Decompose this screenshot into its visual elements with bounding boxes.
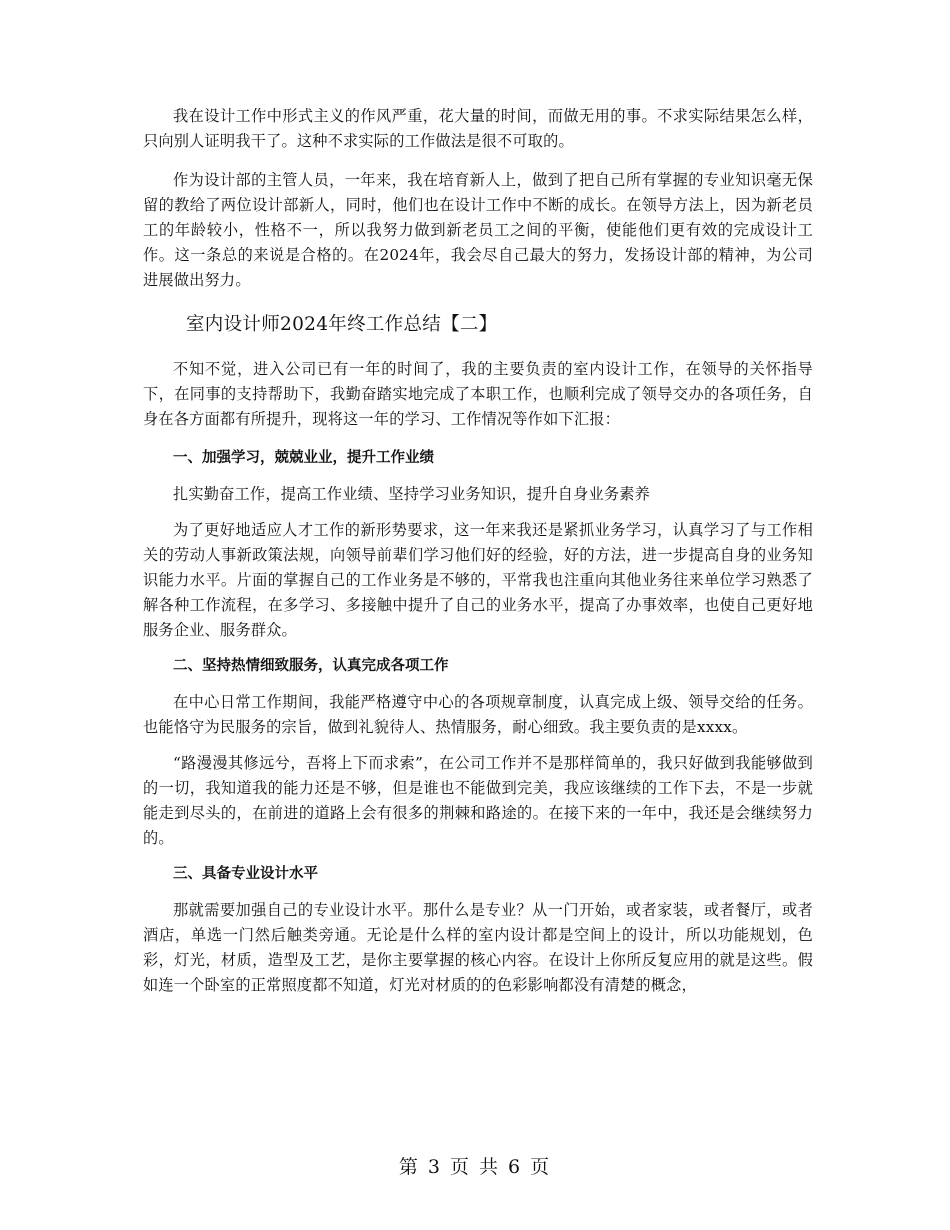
document-body	[143, 104, 813, 998]
paragraph-opening: 不知不觉，进入公司已有一年的时间了，我的主要负责的室内设计工作，在领导的关怀指导下，在同事的支持帮助下，我勤奋踏实地完成了本职工作，也顺利完成了领导交办的各项任务，自身在各方面都有所提升，现将这一年的学习、工作情况等作如下汇报：	[143, 360, 813, 428]
page-number-footer: 第 3 页 共 6 页	[398, 1156, 552, 1178]
paragraph-2a: 在中心日常工作期间，我能严格遵守中心的各项规章制度，认真完成上级、领导交给的任务。也能恪守为民服务的宗旨，做到礼貌待人、热情服务，耐心细致。我主要负责的是xxxx。	[143, 693, 813, 736]
paragraph-1a: 扎实勤奋工作，提高工作业绩、坚持学习业务知识，提升自身业务素养	[173, 485, 651, 503]
paragraph-intro-1: 我在设计工作中形式主义的作风严重，花大量的时间，而做无用的事。不求实际结果怎么样，只向别人证明我干了。这种不求实际的工作做法是很不可取的。	[143, 107, 813, 150]
paragraph-3a: 那就需要加强自己的专业设计水平。那什么是专业？从一门开始，或者家装，或者餐厅，或者酒店，单选一门然后触类旁通。无论是什么样的室内设计都是空间上的设计，所以功能规划，色彩，灯光，材质，造型及工艺，是你主要掌握的核心内容。在设计上你所反复应用的就是这些。假如连一个卧室的正常照度都不知道，灯光对材质的的色彩影响都没有清楚的概念，	[143, 901, 813, 994]
heading-2: 二、坚持热情细致服务，认真完成各项工作	[173, 658, 449, 674]
section-title: 室内设计师2024年终工作总结【二】	[186, 314, 498, 335]
heading-3: 三、具备专业设计水平	[173, 866, 318, 882]
paragraph-intro-2: 作为设计部的主管人员，一年来，我在培育新人上，做到了把自己所有掌握的专业知识毫无保留的教给了两位设计部新人，同时，他们也在设计工作中不断的成长。在领导方法上，因为新老员工的年龄较小，性格不一，所以我努力做到新老员工之间的平衡，使能他们更有效的完成设计工作。这一条总的来说是合格的。在2024年，我会尽自己最大的努力，发扬设计部的精神，为公司进展做出努力。	[143, 171, 813, 289]
paragraph-1b: 为了更好地适应人才工作的新形势要求，这一年来我还是紧抓业务学习，认真学习了与工作相关的劳动人事新政策法规，向领导前辈们学习他们好的经验，好的方法，进一步提高自身的业务知识能力水平。片面的掌握自己的工作业务是不够的，平常我也注重向其他业务往来单位学习熟悉了解各种工作流程，在多学习、多接触中提升了自己的业务水平，提高了办事效率，也使自己更好地服务企业、服务群众。	[143, 521, 813, 639]
paragraph-2b: “路漫漫其修远兮，吾将上下而求索”，在公司工作并不是那样简单的，我只好做到我能够做到的一切，我知道我的能力还是不够，但是谁也不能做到完美，我应该继续的工作下去，不是一步就能走到尽头的，在前进的道路上会有很多的荆棘和路途的。在接下来的一年中，我还是会继续努力的。	[143, 754, 813, 847]
heading-1: 一、加强学习，兢兢业业，提升工作业绩	[173, 450, 434, 466]
